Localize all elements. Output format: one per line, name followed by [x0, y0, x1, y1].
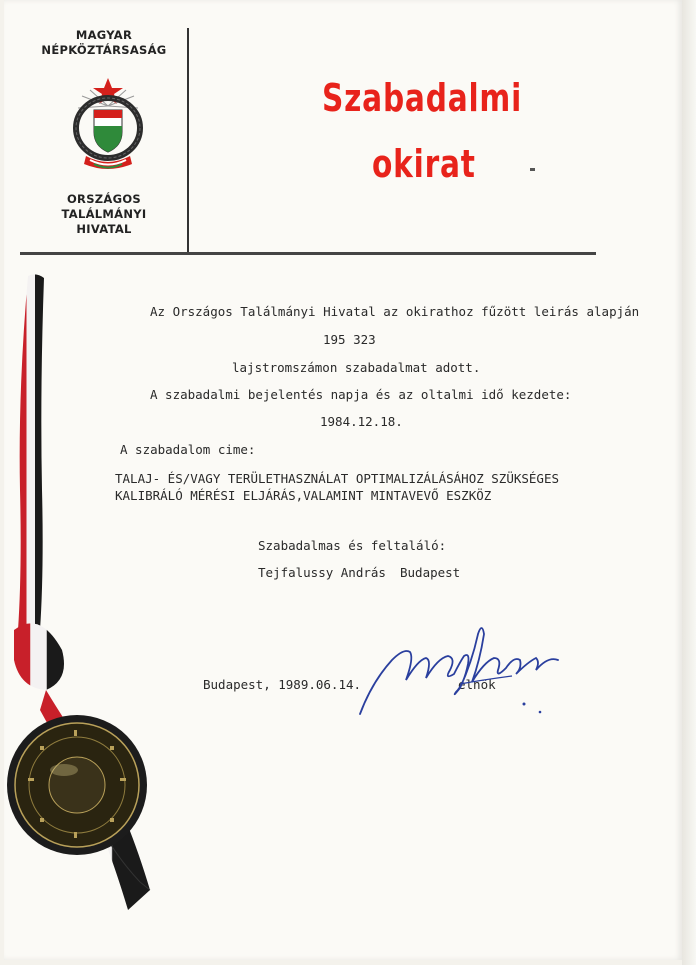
document-title-line1: Szabadalmi — [322, 76, 523, 120]
filing-label: A szabadalmi bejelentés napja és az oltalmi idő kezdete: — [150, 387, 572, 402]
office-name — [20, 192, 188, 237]
holder-city: Budapest — [400, 565, 461, 580]
wax-seal-icon — [4, 712, 150, 858]
filing-date: 1984.12.18. — [320, 414, 403, 429]
header-divider-vertical — [187, 28, 189, 254]
place-date: Budapest, 1989.06.14. — [203, 677, 362, 692]
document-title-line2: okirat — [372, 142, 476, 186]
header-divider-horizontal — [20, 252, 596, 255]
patent-title-line2: KALIBRÁLÓ MÉRÉSI ELJÁRÁS,VALAMINT MINTAVEVŐ ESZKÖZ — [115, 488, 492, 503]
patent-number: 195 323 — [323, 332, 376, 347]
patent-title-label: A szabadalom cime: — [120, 442, 256, 457]
ink-mark — [530, 168, 535, 171]
office-name-line2: TALÁLMÁNYI — [61, 207, 147, 221]
office-name-line1: ORSZÁGOS — [66, 192, 142, 206]
issuer-block — [20, 28, 188, 248]
office-name-line3: HIVATAL — [76, 222, 132, 236]
signatory-role: elnök — [458, 677, 496, 692]
signature-icon — [352, 612, 582, 722]
holder-label: Szabadalmas és feltaláló: — [258, 538, 447, 553]
country-name-line2: NÉPKÖZTÁRSASÁG — [41, 43, 167, 57]
page-edge — [682, 0, 696, 965]
granted-text: lajstromszámon szabadalmat adott. — [232, 360, 481, 375]
coat-of-arms-icon — [68, 76, 148, 176]
intro-text: Az Országos Találmányi Hivatal az okirathoz fűzött leirás alapján — [150, 304, 640, 319]
country-name-line1: MAGYAR — [75, 28, 133, 42]
country-name — [20, 28, 188, 58]
holder-name: Tejfalussy András — [258, 565, 386, 580]
patent-title-line1: TALAJ- ÉS/VAGY TERÜLETHASZNÁLAT OPTIMALIZÁLÁSÁHOZ SZÜKSÉGES — [115, 471, 560, 486]
